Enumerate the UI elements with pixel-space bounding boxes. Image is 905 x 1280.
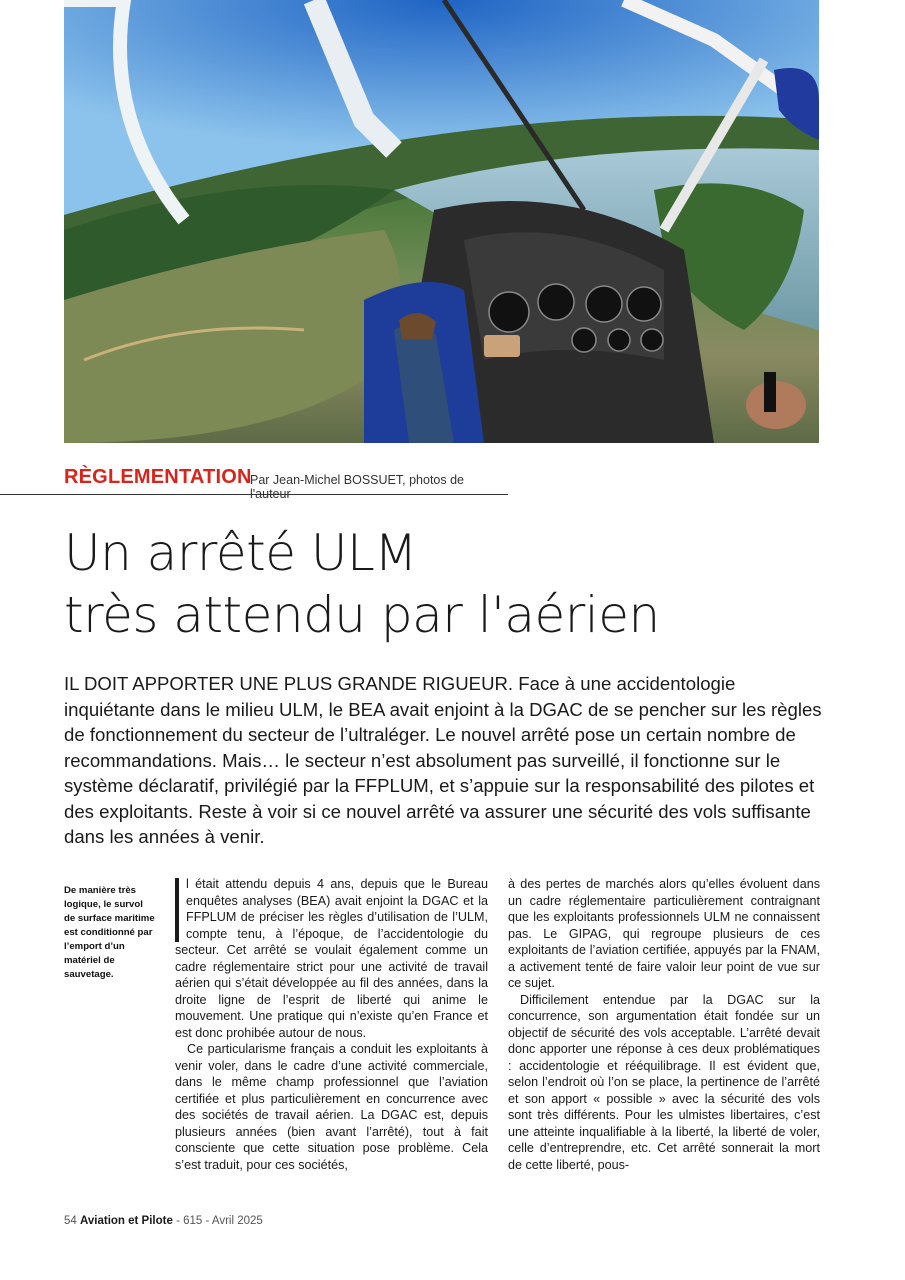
title-line-2: très attendu par l'aérien: [64, 586, 660, 644]
magazine-name: Aviation et Pilote: [80, 1215, 173, 1227]
paragraph: à des pertes de marchés alors qu’elles évoluent dans un cadre réglementaire particulièrement contraignant que les exploitants professionnels ULM ne connaissent pas. Le GIPAG, qui regroupe plusieurs de ces exploitants de l’aviation certifiée, appuyés par la FNAM, a activement tenté de faire valoir leur point de vue sur ce sujet.: [508, 877, 820, 990]
section-header: [0, 466, 508, 501]
title-line-1: Un arrêté ULM: [64, 524, 417, 582]
cockpit-illustration: [64, 0, 819, 443]
paragraph: Ce particularisme français a conduit les exploitants à venir voler, dans le cadre d’une activité commerciale, dans le même champ professionnel que l’aviation certifiée et plus particulièrement en concurrence avec des sociétés de travail aérien. La DGAC est, depuis plusieurs années (bien avant l’arrêté), tout à fait consciente que cette situation pose problème. Cela s’est traduit, pour ces sociétés,: [175, 1042, 488, 1172]
paragraph: Difficilement entendue par la DGAC sur la concurrence, son argumentation était fondée sur un objectif de sécurité des vols acceptable. L’arrêté devait donc apporter une réponse à ces deux problématiques : accidentologie et rééquilibrage. Il est évident que, selon l’endroit où l’on se place, la pertinence de l’arrêté et son apport « possible » avec la sécurité des vols sont très différents. Pour les ulmistes libertaires, c’est une atteinte inqualifiable à la liberté, la liberté de voler, celle d’entreprendre, etc. Cet arrêté sonnerait la mort de cette liberté, pous-: [508, 992, 820, 1172]
body-column-1: [175, 876, 488, 1173]
issue-info: - 615 - Avril 2025: [172, 1215, 263, 1227]
page-number: 54: [64, 1215, 77, 1227]
paragraph: [175, 876, 488, 1041]
page-footer: [64, 1215, 263, 1227]
byline: Par Jean-Michel BOSSUET, photos de l'auteur: [250, 473, 464, 501]
hero-photo: [64, 0, 819, 443]
article-title: [64, 522, 864, 646]
standfirst-body: Face à une accidentologie inquiétante dans le milieu ULM, le BEA avait enjoint à la DGAC de se pencher sur les règles de fonctionnement du secteur de l’ultraléger. Le nouvel arrêté pose un certain nombre de recommandations. Mais… le secteur n’est absolument pas surveillé, il fonctionne sur le système déclaratif, privilégié par la FFPLUM, et s’appuie sur la responsabilité des pilotes et des exploitants. Reste à voir si ce nouvel arrêté va assurer une sécurité des vols suffisante dans les années à venir.: [64, 673, 822, 847]
drop-cap-bar: [175, 878, 179, 942]
standfirst-lead: IL DOIT APPORTER UNE PLUS GRANDE RIGUEUR.: [64, 673, 514, 694]
photo-caption: De manière très logique, le survol de surface maritime est conditionné par l’emport d’un matériel de sauvetage.: [64, 885, 155, 980]
body-column-2: [508, 876, 820, 1173]
section-rubric: RÈGLEMENTATION: [64, 466, 252, 488]
paragraph-text: l était attendu depuis 4 ans, depuis que le Bureau enquêtes analyses (BEA) avait enjoint la DGAC et la FFPLUM de préciser les règles d’utilisation de l’ULM, compte tenu, à l’époque, de l’accidentologie du secteur. Cet arrêté se voulait également comme un cadre réglementaire strict pour une activité de travail aérien qui s’était développée au fil des années, dans la droite ligne de l’esprit de liberté qui anime le mouvement. Une pratique qui n’existe qu’en France et est donc prohibée autour de nous.: [175, 877, 488, 1040]
standfirst: [64, 671, 824, 850]
